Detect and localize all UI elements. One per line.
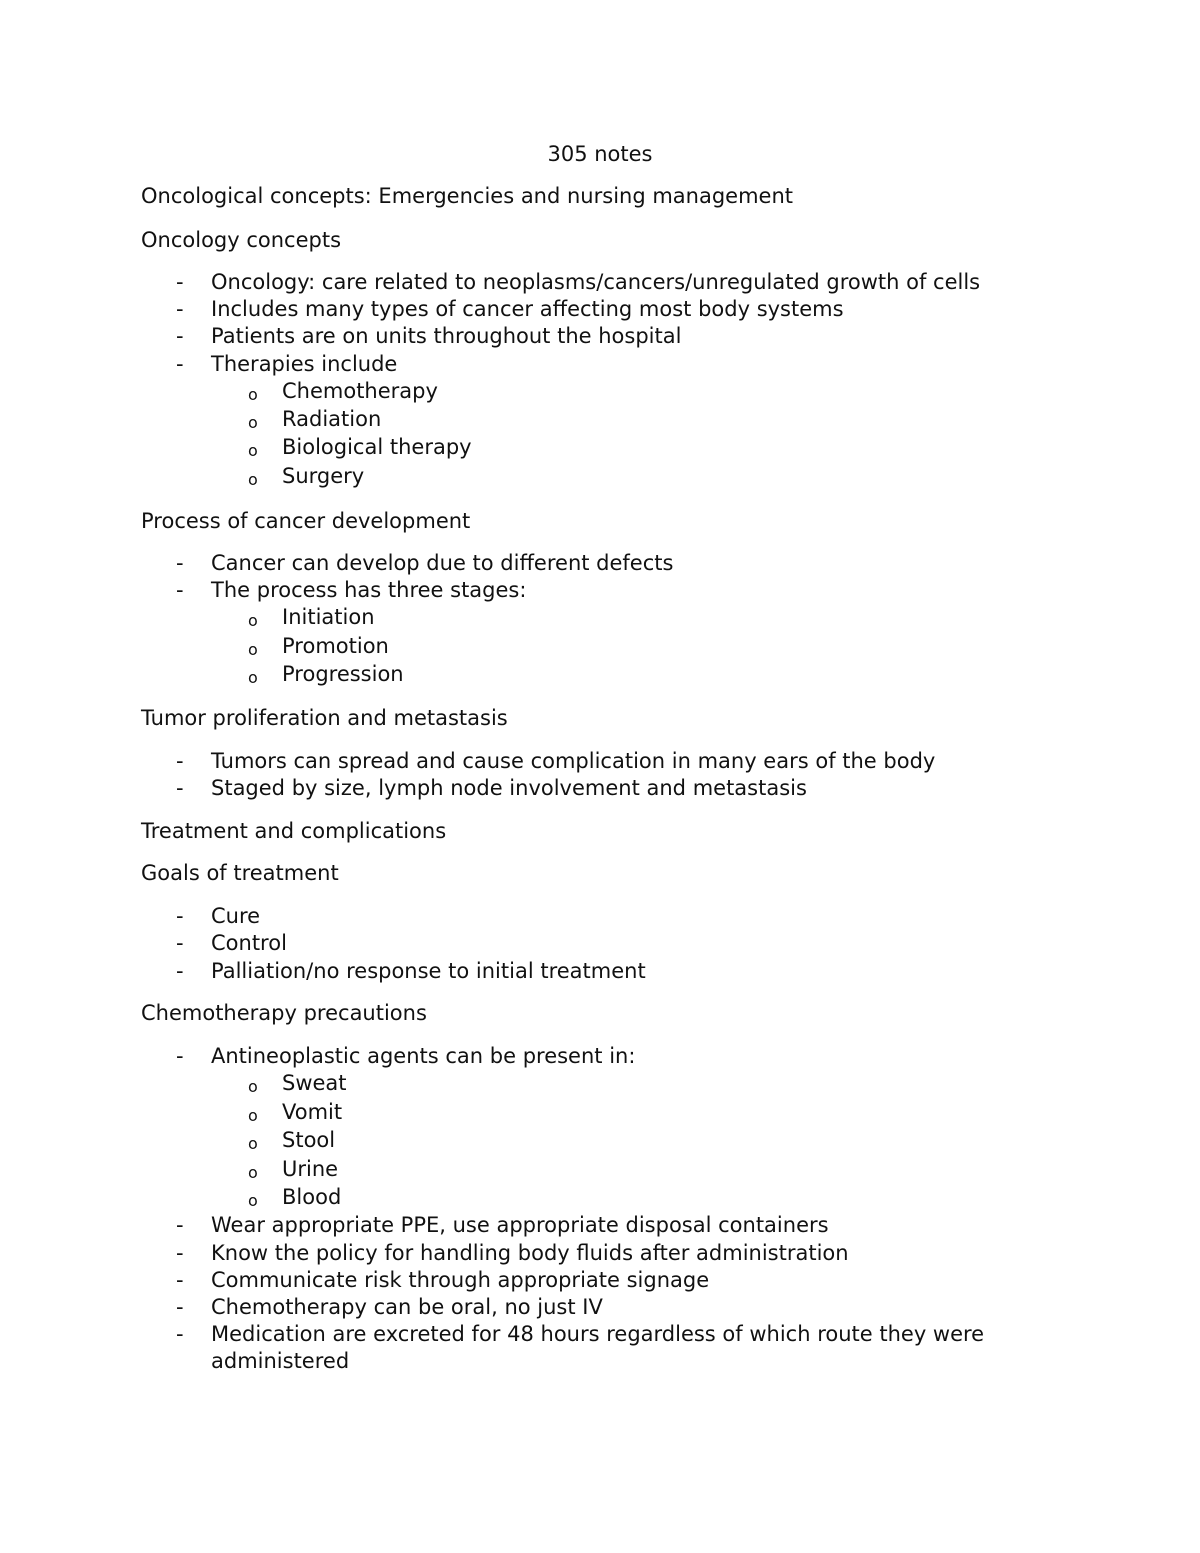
section-heading-goals: Goals of treatment bbox=[141, 861, 339, 885]
circle-bullet-icon: o bbox=[248, 385, 258, 404]
list-item: - Tumors can spread and cause complication in many ears of the body bbox=[176, 749, 936, 773]
circle-bullet-icon: o bbox=[248, 1191, 258, 1210]
dash-bullet: - bbox=[176, 551, 184, 575]
list-item: - The process has three stages: bbox=[176, 578, 527, 602]
dash-bullet: - bbox=[176, 1241, 184, 1265]
circle-bullet-icon: o bbox=[248, 1077, 258, 1096]
circle-bullet-icon: o bbox=[248, 1134, 258, 1153]
list-item: - Oncology: care related to neoplasms/cancers/unregulated growth of cells bbox=[176, 270, 981, 294]
sub-list-item: o Progression bbox=[248, 660, 404, 690]
circle-bullet-icon: o bbox=[248, 1106, 258, 1125]
circle-bullet-icon: o bbox=[248, 1163, 258, 1182]
list-item: - Therapies include bbox=[176, 352, 398, 376]
dash-bullet: - bbox=[176, 578, 184, 602]
circle-bullet-icon: o bbox=[248, 441, 258, 460]
list-item: - Includes many types of cancer affecting most body systems bbox=[176, 297, 844, 321]
list-item: - Communicate risk through appropriate signage bbox=[176, 1268, 710, 1292]
dash-bullet: - bbox=[176, 959, 184, 983]
dash-bullet: - bbox=[176, 1322, 184, 1346]
sub-list-item: o Sweat bbox=[248, 1069, 347, 1099]
section-heading-tumor: Tumor proliferation and metastasis bbox=[141, 706, 508, 730]
sub-list-item: o Promotion bbox=[248, 632, 389, 662]
list-item: - Patients are on units throughout the hospital bbox=[176, 324, 682, 348]
dash-bullet: - bbox=[176, 776, 184, 800]
dash-bullet: - bbox=[176, 1295, 184, 1319]
circle-bullet-icon: o bbox=[248, 611, 258, 630]
dash-bullet: - bbox=[176, 904, 184, 928]
dash-bullet: - bbox=[176, 270, 184, 294]
list-item: - Staged by size, lymph node involvement and metastasis bbox=[176, 776, 807, 800]
page-title: 305 notes bbox=[547, 142, 653, 166]
dash-bullet: - bbox=[176, 324, 184, 348]
dash-bullet: - bbox=[176, 352, 184, 376]
circle-bullet-icon: o bbox=[248, 413, 258, 432]
list-item: - Wear appropriate PPE, use appropriate disposal containers bbox=[176, 1213, 829, 1237]
list-item: - Cancer can develop due to different defects bbox=[176, 551, 674, 575]
sub-list-item: o Stool bbox=[248, 1126, 335, 1156]
circle-bullet-icon: o bbox=[248, 668, 258, 687]
sub-list-item: o Initiation bbox=[248, 603, 375, 633]
sub-list-item: o Radiation bbox=[248, 405, 381, 435]
dash-bullet: - bbox=[176, 1044, 184, 1068]
circle-bullet-icon: o bbox=[248, 470, 258, 489]
sub-list-item: o Vomit bbox=[248, 1098, 342, 1128]
list-item: - Medication are excreted for 48 hours regardless of which route they were bbox=[176, 1322, 985, 1346]
list-item: - Palliation/no response to initial treatment bbox=[176, 959, 646, 983]
sub-list-item: o Urine bbox=[248, 1155, 338, 1185]
list-item-continuation: administered bbox=[211, 1349, 350, 1373]
circle-bullet-icon: o bbox=[248, 640, 258, 659]
sub-list-item: o Chemotherapy bbox=[248, 377, 438, 407]
dash-bullet: - bbox=[176, 931, 184, 955]
section-heading-treatment: Treatment and complications bbox=[141, 819, 447, 843]
sub-list-item: o Surgery bbox=[248, 462, 364, 492]
section-heading-process: Process of cancer development bbox=[141, 509, 471, 533]
dash-bullet: - bbox=[176, 1268, 184, 1292]
list-item: - Know the policy for handling body fluids after administration bbox=[176, 1241, 849, 1265]
list-item: - Control bbox=[176, 931, 287, 955]
list-item: - Chemotherapy can be oral, no just IV bbox=[176, 1295, 603, 1319]
section-heading-chemo: Chemotherapy precautions bbox=[141, 1001, 427, 1025]
section-heading-oncology-concepts: Oncology concepts bbox=[141, 228, 342, 252]
dash-bullet: - bbox=[176, 297, 184, 321]
list-item: - Cure bbox=[176, 904, 261, 928]
list-item: - Antineoplastic agents can be present in: bbox=[176, 1044, 636, 1068]
dash-bullet: - bbox=[176, 1213, 184, 1237]
dash-bullet: - bbox=[176, 749, 184, 773]
sub-list-item: o Biological therapy bbox=[248, 433, 472, 463]
sub-list-item: o Blood bbox=[248, 1183, 341, 1213]
document-subtitle: Oncological concepts: Emergencies and nursing management bbox=[141, 184, 794, 208]
